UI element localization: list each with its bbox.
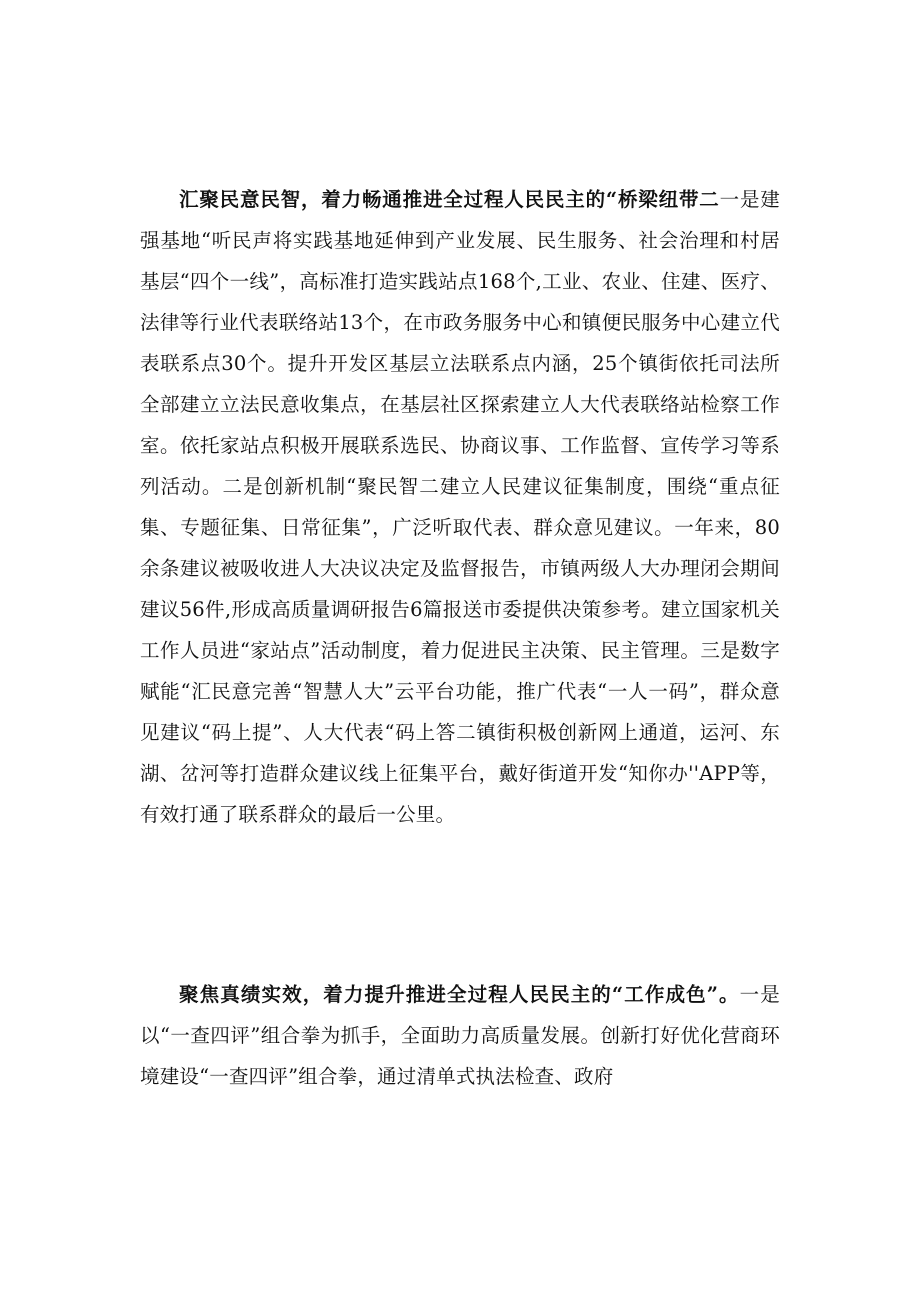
paragraph-2-heading: 聚焦真绩实效，着力提升推进全过程人民民主的“工作成色”。: [179, 983, 740, 1006]
paragraph-1-body: 一是建强基地“听民声将实践基地延伸到产业发展、民生服务、社会治理和村居基层“四个一线”，高标准打造实践站点168个,工业、农业、住建、医疗、法律等行业代表联络站13个，在市政务服务中心和镇便民服务中心建立代表联系点30个。提升开发区基层立法联系点内涵，25个镇街依托司法所全部建立立法民意收集点，在基层社区探索建立人大代表联络站检察工作室。依托家站点积极开展联系选民、协商议事、工作监督、宣传学习等系列活动。二是创新机制“聚民智二建立人民建议征集制度，围绕“重点征集、专题征集、日常征集”，广泛听取代表、群众意见建议。一年来，80余条建议被吸收进人大决议决定及监督报告，市镇两级人大办理闭会期间建议56件,形成高质量调研报告6篇报送市委提供决策参考。建立国家机关工作人员进“家站点”活动制度，着力促进民主决策、民主管理。三是数字赋能“汇民意完善“智慧人大”云平台功能，推广代表“一人一码”，群众意见建议“码上提”、人大代表“码上答二镇街积极创新网上通道，运河、东湖、岔河等打造群众建议线上征集平台，戴好街道开发“知你办''APP等，有效打通了联系群众的最后一公里。: [140, 188, 780, 826]
paragraph-1-heading: 汇聚民意民智，着力畅通推进全过程人民民主的“桥梁纽带二: [179, 188, 720, 211]
paragraph-2: [140, 974, 780, 1097]
paragraph-2-body: 一是以“一查四评”组合拳为抓手，全面助力高质量发展。创新打好优化营商环境建设“一查四评”组合拳，通过清单式执法检查、政府: [140, 983, 780, 1088]
paragraph-1: [140, 179, 780, 835]
